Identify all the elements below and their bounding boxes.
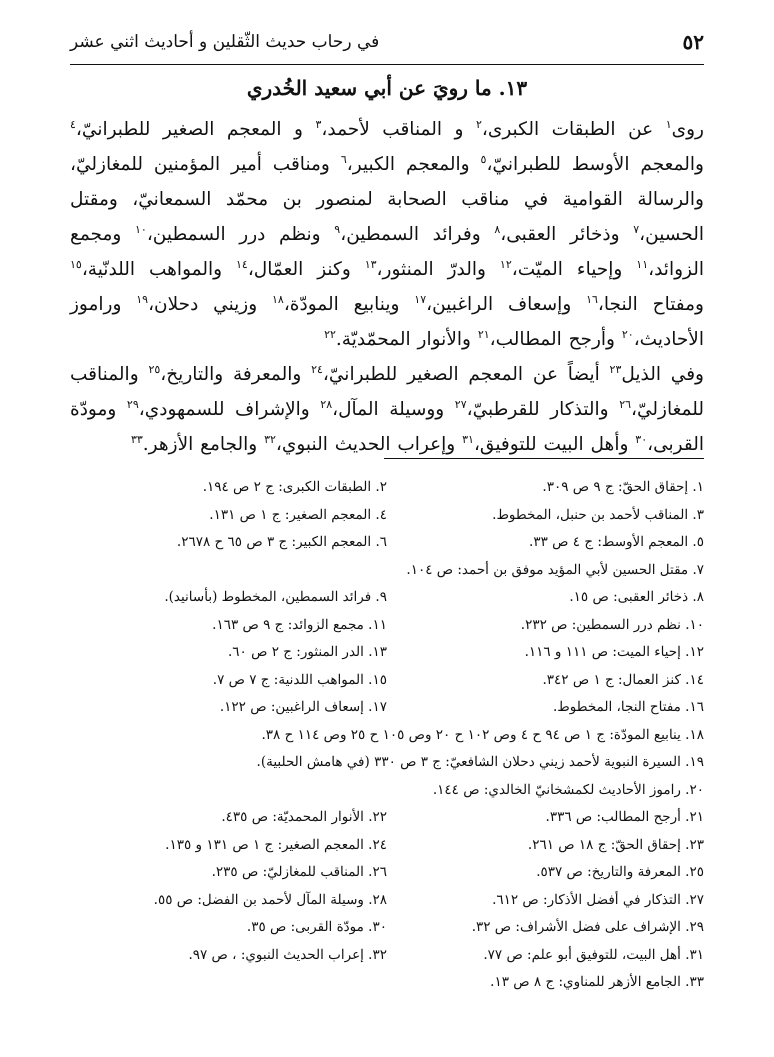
- text-run: والإشراف للسمهودي،: [138, 399, 321, 420]
- footnote: ١٣. الدر المنثور: ج ٢ ص ٦٠.: [228, 644, 387, 660]
- text-run: والمناقب للمغازليّ،: [70, 364, 704, 420]
- footnote: ١٢. إحياء الميت: ص ١١١ و ١١٦.: [524, 644, 704, 660]
- footnote-row: [70, 887, 704, 915]
- footnote: ٢٨. وسيلة المآل لأحمد بن الفضل: ص ٥٥.: [153, 891, 387, 908]
- footnote-marker: ٣٠: [635, 432, 648, 446]
- footnote-marker: ٢٨: [320, 397, 333, 411]
- footnote-marker: ٢١: [477, 327, 490, 341]
- text-run: عن الطبقات الكبرى،: [481, 119, 666, 140]
- footnote: ٢٤. المعجم الصغير: ج ١ ص ١٣١ و ١٣٥.: [165, 836, 387, 853]
- text-run: وينابيع المودّة،: [283, 294, 415, 315]
- footnote: ١٤. كنز العمال: ج ١ ص ٣٤٢.: [542, 671, 704, 688]
- footnote-marker: ٩: [334, 222, 341, 236]
- footnote-marker: ٣١: [462, 432, 474, 446]
- footnote-row: [70, 777, 704, 805]
- body-paragraph: [70, 357, 704, 462]
- text-run: وإعراب الحديث النبوي،: [275, 434, 463, 455]
- footnote: ٢٥. المعرفة والتاريخ: ص ٥٣٧.: [536, 864, 704, 880]
- footnote: ١. إحقاق الحقّ: ج ٩ ص ٣٠٩.: [542, 479, 704, 495]
- footnote: ٥. المعجم الأوسط: ج ٤ ص ٣٣.: [529, 534, 704, 550]
- footnote-row: [70, 474, 704, 502]
- footnote: ٤. المعجم الصغير: ج ١ ص ١٣١.: [209, 506, 387, 523]
- footnote-marker: ٢٣: [609, 362, 622, 376]
- footnote: ٩. فرائد السمطين، المخطوط (بأسانيد).: [164, 589, 387, 605]
- text-run: أيضاً عن المعجم الصغير للطبرانيّ،: [322, 364, 610, 385]
- footnote-marker: ٢٩: [126, 397, 139, 411]
- text-run: وراموز الأحاديث،: [70, 294, 704, 350]
- page-header: [70, 24, 704, 65]
- text-run: ووسيلة المآل،: [332, 399, 455, 420]
- footnote-row: [70, 612, 704, 640]
- footnote: ٣١. أهل البيت، للتوفيق أبو علم: ص ٧٧.: [483, 946, 704, 963]
- section-title: ١٣. ما رويَ عن أبي سعيد الخُدري: [246, 76, 528, 100]
- footnote-row: [70, 639, 704, 667]
- text-run: والدرّ المنثور،: [376, 259, 500, 280]
- footnote-marker: ٥: [480, 152, 487, 166]
- text-run: والأنوار المحمّديّة.: [335, 329, 478, 350]
- footnote: ٢٣. إحقاق الحقّ: ج ١٨ ص ٢٦١.: [527, 836, 704, 853]
- footnote-row: [70, 969, 704, 997]
- footnote-marker: ٦: [340, 152, 347, 166]
- footnote-marker: ٨: [494, 222, 501, 236]
- footnote: ٣٠. مودّة القربى: ص ٣٥.: [246, 919, 387, 935]
- footnote: ٣٣. الجامع الأزهر للمناوي: ج ٨ ص ١٣.: [490, 974, 704, 990]
- footnote: ١٠. نظم درر السمطين: ص ٢٣٢.: [520, 616, 704, 633]
- text-run: وأهل البيت للتوفيق،: [473, 434, 636, 455]
- footnote: ٢٧. التذكار في أفضل الأذكار: ص ٦١٢.: [492, 891, 704, 908]
- footnote-row: [70, 942, 704, 970]
- footnote: ١٥. المواهب اللدنية: ج ٧ ص ٧.: [212, 671, 387, 688]
- footnote: ٦. المعجم الكبير: ج ٣ ص ٦٥ ح ٢٦٧٨.: [176, 534, 387, 550]
- footnote-marker: ١٥: [70, 257, 82, 271]
- footnote-marker: ١٠: [135, 222, 147, 236]
- text-run: وذخائر العقبى،: [500, 224, 634, 245]
- text-run: وزيني دحلان،: [148, 294, 272, 315]
- footnote-row: [70, 804, 704, 832]
- footnote-marker: ١٦: [586, 292, 598, 306]
- footnote: ١٨. ينابيع المودّة: ج ١ ص ٩٤ ح ٤ وص ١٠٢ ح ٢٠ وص ١٠٥ ح ٢٥ وص ١١٤ ح ٣٨.: [261, 726, 704, 743]
- footnote-row: [70, 914, 704, 942]
- text-run: ومناقب أمير المؤمنين للمغازليّ، والرسالة القوامية في مناقب الصحابة لمنصور بن محمّد السمعانيّ، ومقتل الحسين،: [70, 154, 704, 245]
- footnote-marker: ١٣: [364, 257, 377, 271]
- footnote-row: [70, 694, 704, 722]
- footnote: ٣٢. إعراب الحديث النبوي: ، ص ٩٧.: [188, 946, 387, 963]
- footnote-row: [70, 502, 704, 530]
- footnote-row: [70, 584, 704, 612]
- body-text: [70, 112, 704, 462]
- footnote-marker: ٢٤: [311, 362, 323, 376]
- footnote-row: [70, 667, 704, 695]
- footnote-marker: ١٤: [236, 257, 248, 271]
- text-run: و المناقب لأحمد،: [321, 119, 476, 140]
- page-number: ٥٢: [682, 30, 704, 54]
- footnote-marker: ٣٢: [264, 432, 276, 446]
- footnote-marker: ١٨: [272, 292, 284, 306]
- footnote-marker: ٣: [315, 117, 322, 131]
- footnote-marker: ١٢: [499, 257, 512, 271]
- footnote-marker: ٢: [475, 117, 482, 131]
- text-run: والمعرفة والتاريخ،: [160, 364, 312, 385]
- text-run: ومفتاح النجا،: [597, 294, 704, 315]
- footnote-marker: ٢٥: [148, 362, 161, 376]
- footnote: ٢١. أرجح المطالب: ص ٣٣٦.: [545, 809, 704, 825]
- text-run: وإحياء الميّت،: [511, 259, 637, 280]
- text-run: ومودّة القربى،: [70, 399, 704, 455]
- text-run: وأرجح المطالب،: [489, 329, 622, 350]
- running-title: في رحاب حديث الثّقلين و أحاديث اثني عشر: [70, 32, 380, 52]
- text-run: والجامع الأزهر.: [142, 434, 265, 455]
- text-run: والمعجم الكبير،: [346, 154, 481, 175]
- text-run: والمعجم الأوسط للطبرانيّ،: [486, 154, 704, 175]
- footnote: ٢٢. الأنوار المحمديّة: ص ٤٣٥.: [221, 809, 387, 825]
- footnote-row: [70, 557, 704, 585]
- footnote-marker: ١٧: [414, 292, 427, 306]
- footnote: ٢٦. المناقب للمغازليّ: ص ٢٣٥.: [211, 864, 387, 880]
- text-run: وإسعاف الراغبين،: [426, 294, 587, 315]
- text-run: وفرائد السمطين،: [340, 224, 495, 245]
- footnote-marker: ٢٢: [324, 327, 336, 341]
- footnote-marker: ٣٣: [130, 432, 143, 446]
- body-paragraph: [70, 112, 704, 357]
- footnote-divider: [384, 458, 704, 459]
- footnote: ١١. مجمع الزوائد: ج ٩ ص ١٦٣.: [212, 616, 387, 633]
- text-run: وفي الذيل: [621, 364, 704, 385]
- footnote: ٣. المناقب لأحمد بن حنبل، المخطوط.: [492, 506, 704, 523]
- text-run: والتذكار للقرطبيّ،: [466, 399, 620, 420]
- footnote-marker: ٢٦: [619, 397, 632, 411]
- text-run: وكنز العمّال،: [247, 259, 365, 280]
- footnote: ٧. مقتل الحسين لأبي المؤيد موفق بن أحمد: ص ١٠٤.: [406, 561, 704, 578]
- footnote: ٢٠. راموز الأحاديث لكمشخانيّ الخالدي: ص ١٤٤.: [432, 781, 704, 798]
- footnote: ٢٩. الإشراف على فضل الأشراف: ص ٣٢.: [471, 919, 704, 935]
- footnote-row: [70, 749, 704, 777]
- footnote-marker: ٢٧: [454, 397, 467, 411]
- text-run: ونظم درر السمطين،: [146, 224, 335, 245]
- text-run: و المعجم الصغير للطبرانيّ،: [75, 119, 316, 140]
- footnote-marker: ٤: [70, 117, 76, 131]
- footnote-row: [70, 859, 704, 887]
- footnote-marker: ١: [665, 117, 672, 131]
- text-run: ومجمع الزوائد،: [70, 224, 704, 280]
- footnote-row: [70, 529, 704, 557]
- footnotes: [70, 474, 704, 997]
- footnote: ١٦. مفتاح النجا، المخطوط.: [553, 699, 704, 715]
- footnote-marker: ٢٠: [621, 327, 634, 341]
- text-run: روى: [671, 119, 704, 140]
- footnote-marker: ١٩: [136, 292, 149, 306]
- footnote: ١٧. إسعاف الراغبين: ص ١٢٢.: [219, 699, 387, 715]
- footnote: ١٩. السيرة النبوية لأحمد زيني دحلان الشافعيّ: ج ٣ ص ٣٣٠ (في هامش الحلبية).: [256, 754, 704, 770]
- footnote: ٨. ذخائر العقبى: ص ١٥.: [569, 589, 704, 605]
- footnote-marker: ٧: [633, 222, 640, 236]
- footnote-row: [70, 722, 704, 750]
- footnote: ٢. الطبقات الكبرى: ج ٢ ص ١٩٤.: [202, 479, 387, 495]
- footnote-marker: ١١: [636, 257, 649, 271]
- text-run: والمواهب اللدنّية،: [81, 259, 236, 280]
- footnote-row: [70, 832, 704, 860]
